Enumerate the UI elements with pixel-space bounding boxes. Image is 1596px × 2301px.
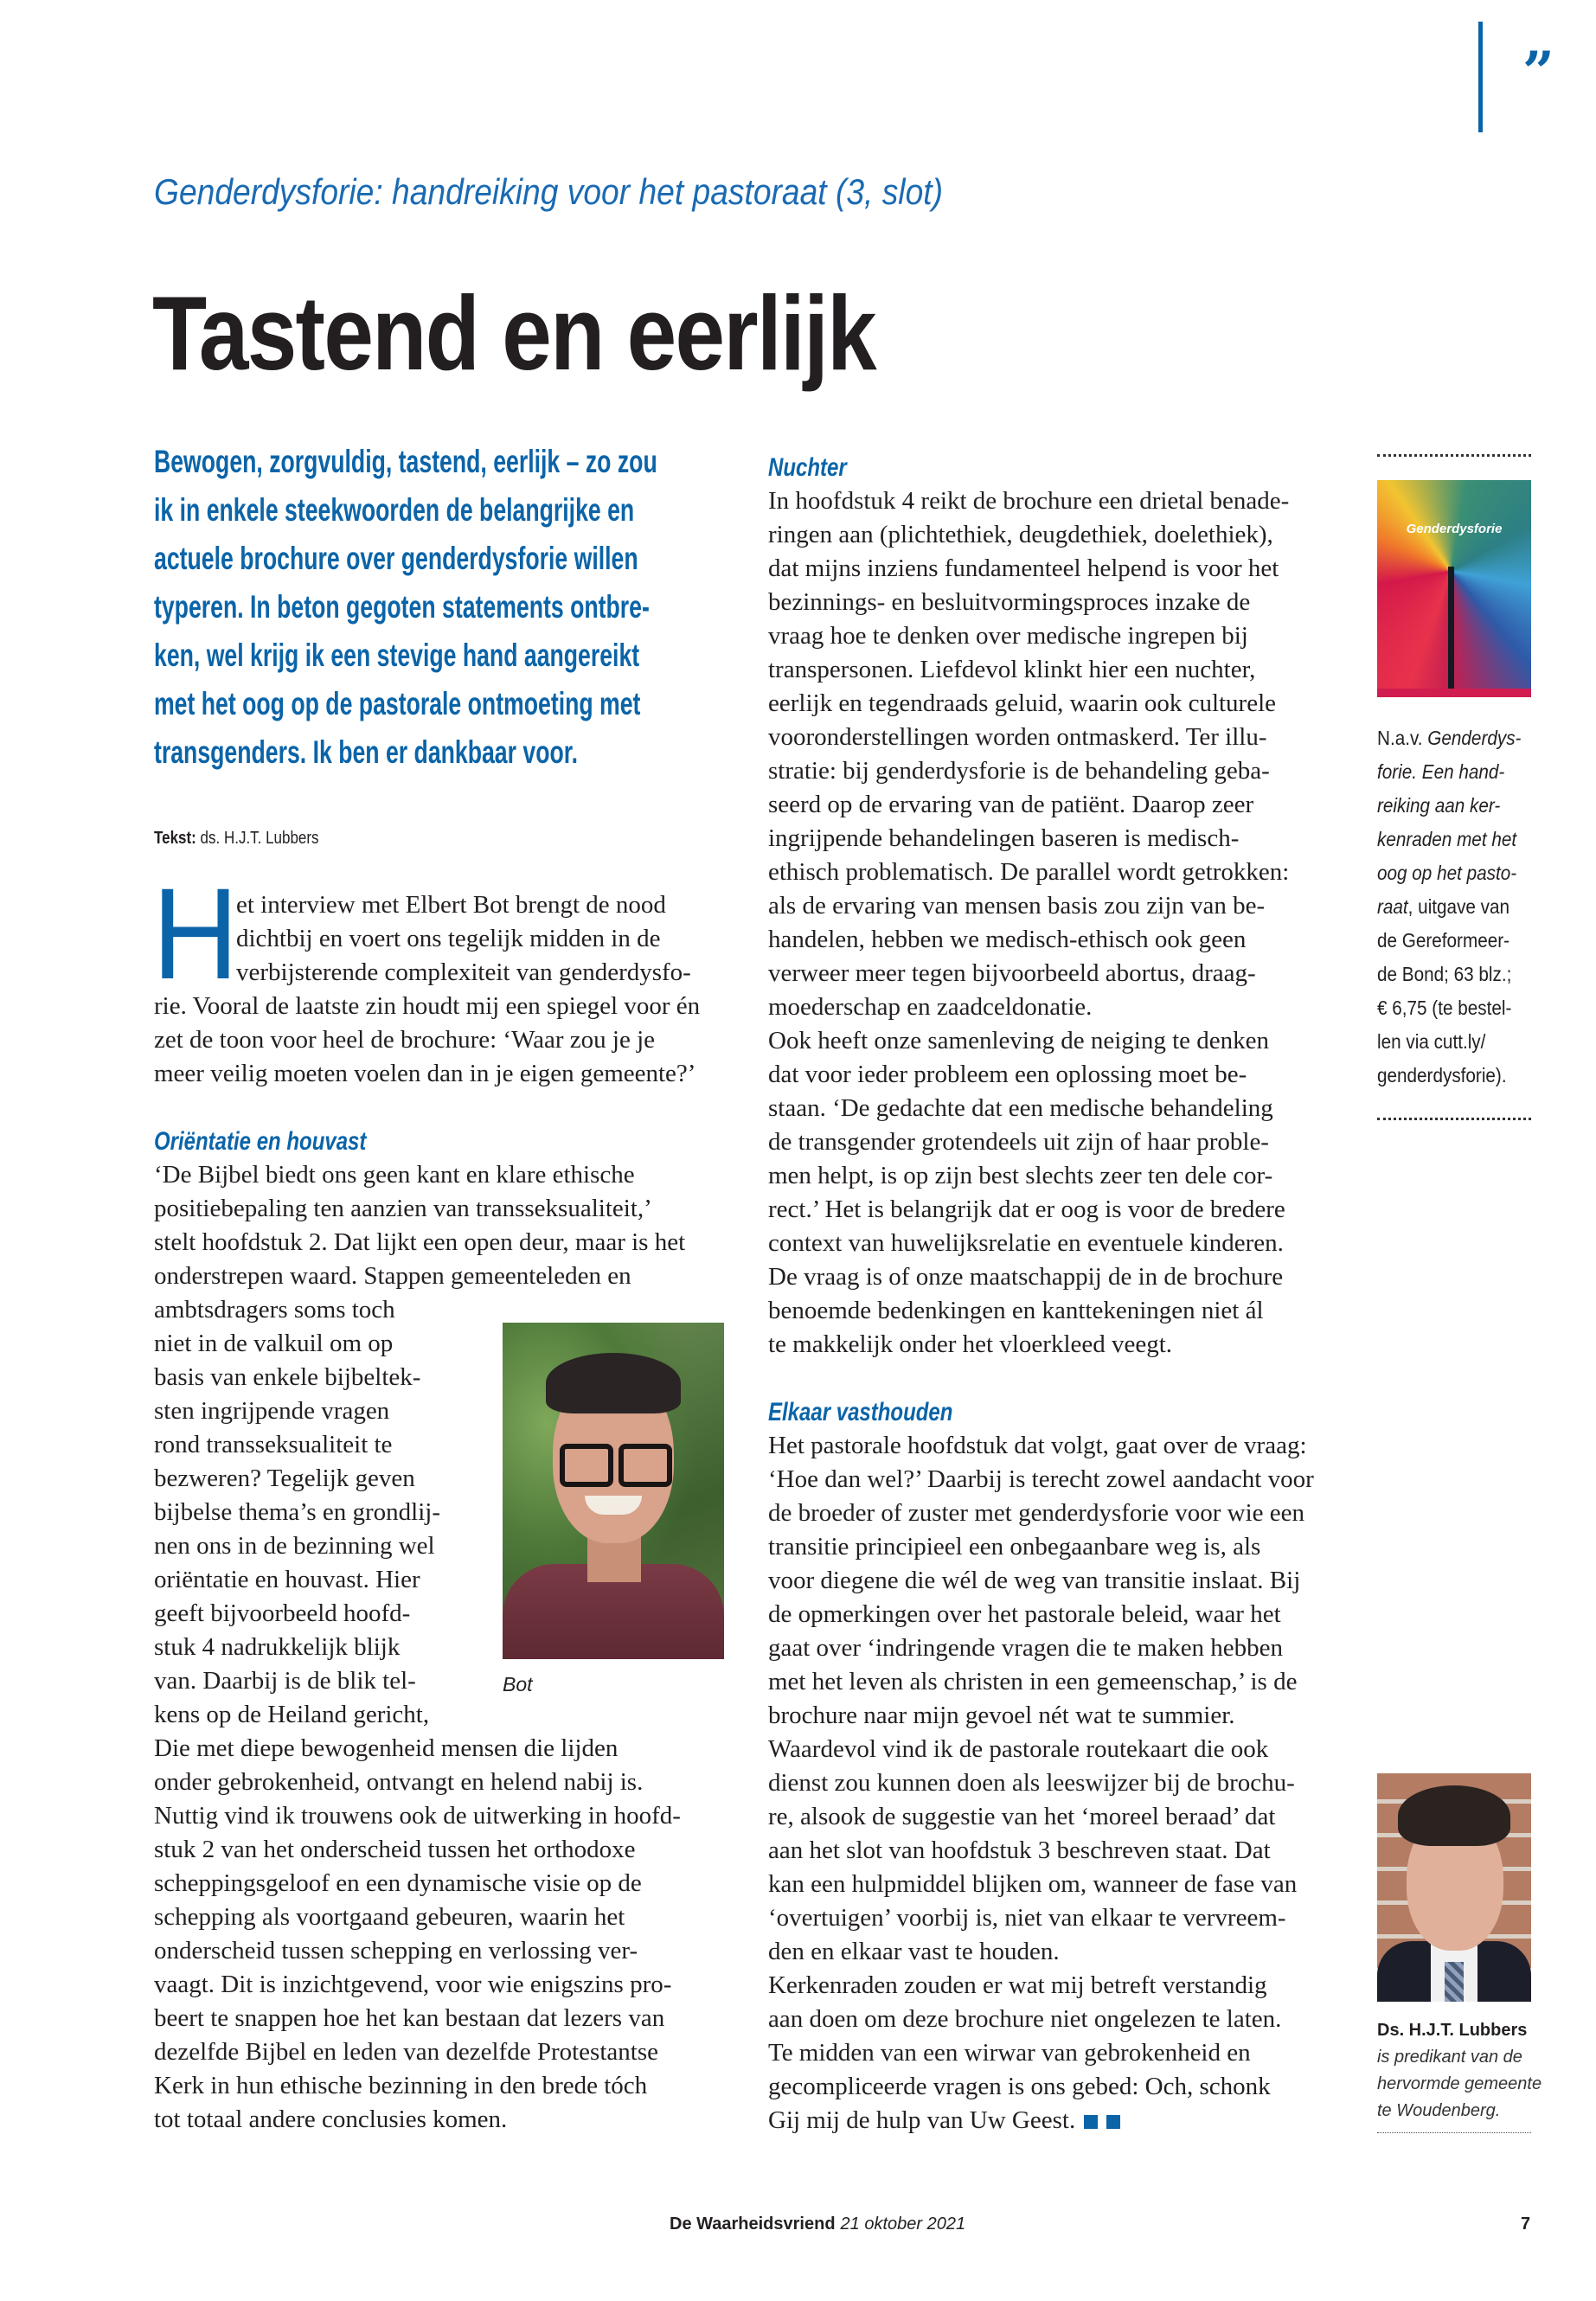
text-line-content: dichtbij en voert ons tegelijk midden in de — [236, 925, 661, 952]
text-line-content: Het pastorale hoofdstuk dat volgt, gaat over de vraag: — [768, 1432, 1307, 1459]
author-portrait-photo — [1377, 1773, 1531, 2002]
lead-line-text: transgenders. Ik ben er dankbaar voor. — [154, 734, 579, 770]
caption-italic-text: kenraden met het — [1377, 828, 1517, 850]
text-line — [768, 1769, 1339, 1803]
text-line-content: ambtsdragers soms toch — [154, 1296, 395, 1324]
text-line-content: nen ons in de bezinning wel — [154, 1532, 435, 1560]
text-line — [768, 1803, 1339, 1836]
text-line-content: Nuttig vind ik trouwens ook de uitwerking in hoofd- — [154, 1802, 681, 1830]
caption-line-content — [1377, 794, 1500, 817]
text-line-content: de broeder of zuster met genderdysforie voor wie een — [768, 1499, 1305, 1527]
text-line-content: meer veilig moeten voelen dan in je eigen gemeente?’ — [154, 1060, 696, 1087]
caption-italic-text: reiking aan ker- — [1377, 794, 1501, 817]
article-column-2 — [768, 453, 1339, 2140]
text-line — [154, 2072, 725, 2106]
caption-line-content — [1377, 828, 1516, 851]
text-line-content: stratie: bij genderdysforie is de behandeling geba- — [768, 757, 1270, 785]
page-number: 7 — [1521, 2214, 1531, 2234]
text-line — [768, 1668, 1339, 1702]
text-line-content: aan doen om deze brochure niet ongelezen te laten. — [768, 2005, 1282, 2033]
caption-line-content — [1377, 997, 1511, 1020]
text-line-content: moederschap en zaadceldonatie. — [768, 993, 1093, 1021]
text-line — [154, 925, 725, 958]
text-line — [768, 1938, 1339, 1971]
text-line — [768, 521, 1339, 554]
text-line-content: niet in de valkuil om op — [154, 1330, 394, 1357]
text-line — [768, 1195, 1339, 1229]
sidebar-divider — [1377, 454, 1531, 457]
caption-line-content — [1377, 1064, 1507, 1087]
text-line-content: ringen aan (plichtethiek, deugdethiek, doelethiek), — [768, 521, 1273, 548]
text-line-content: benoemde bedenkingen en kanttekeningen niet ál — [768, 1297, 1264, 1324]
title-text: Tastend en eerlijk — [152, 274, 875, 392]
text-line-content: kan een hulpmiddel blijken om, wanneer de fase van — [768, 1870, 1298, 1898]
caption-line-content — [1377, 963, 1511, 986]
text-line — [154, 958, 725, 992]
caption-line-content — [1377, 862, 1516, 885]
text-line — [768, 1027, 1339, 1061]
caption-line — [1377, 828, 1537, 862]
text-line — [154, 1836, 725, 1869]
text-line-content: transpersonen. Liefdevol klinkt hier een nuchter, — [768, 656, 1256, 683]
text-line — [768, 926, 1339, 959]
text-line — [768, 757, 1339, 791]
text-line — [768, 1499, 1339, 1533]
text-line — [154, 2106, 725, 2139]
text-line — [768, 1297, 1339, 1330]
text-line — [768, 1162, 1339, 1195]
text-line-content: vaagt. Dit is inzichtgevend, voor wie enigszins pro- — [154, 1971, 672, 1998]
publication-name: De Waarheidsvriend — [670, 2214, 836, 2234]
text-line-content: In hoofdstuk 4 reikt de brochure een drietal benade- — [768, 487, 1290, 515]
text-line — [768, 723, 1339, 757]
text-line-content: voor diegene die wél de weg van transitie inslaat. Bij — [768, 1567, 1301, 1594]
text-line — [768, 1836, 1339, 1870]
text-line-content: met het leven als christen in een gemeenschap,’ is de — [768, 1668, 1298, 1695]
caption-line — [1377, 929, 1537, 963]
text-line — [768, 1735, 1339, 1769]
text-line — [768, 1229, 1339, 1263]
text-line — [154, 1768, 725, 1802]
caption-line — [1377, 862, 1537, 895]
author-name: Ds. H.J.T. Lubbers — [1377, 2021, 1528, 2040]
text-line — [768, 993, 1339, 1027]
text-line — [768, 1465, 1339, 1499]
text-line-content: de opmerkingen over het pastorale beleid, waar het — [768, 1600, 1281, 1628]
text-line-content: Kerkenraden zouden er wat mij betreft verstandig — [768, 1971, 1267, 1999]
lead-line — [154, 541, 727, 589]
lead-line-text: actuele brochure over genderdysforie willen — [154, 541, 638, 576]
author-bio-line: hervormde gemeente — [1377, 2074, 1542, 2093]
text-line — [768, 1870, 1339, 1904]
text-line-content: rie. Vooral de laatste zin houdt mij een spiegel voor én — [154, 992, 701, 1020]
text-line-content: tot totaal andere conclusies komen. — [154, 2106, 508, 2133]
text-line-content: ‘overtuigen’ voorbij is, niet van elkaar te vervreem- — [768, 1904, 1286, 1932]
brochure-cover-image — [1377, 480, 1531, 697]
text-line-content: bezweren? Tegelijk geven — [154, 1465, 415, 1492]
caption-italic-text: forie. Een hand- — [1377, 760, 1505, 783]
text-line — [768, 1061, 1339, 1094]
text-line-content: te makkelijk onder het vloerkleed veegt. — [768, 1330, 1173, 1358]
text-line-content: et interview met Elbert Bot brengt de nood — [236, 891, 666, 919]
caption-line — [1377, 1064, 1537, 1098]
section-gap — [768, 1364, 1339, 1398]
text-line — [768, 1263, 1339, 1297]
section-gap — [154, 1093, 725, 1127]
end-of-article-icon — [1084, 2115, 1098, 2129]
text-line-content: gaat over ‘indringende vragen die te maken hebben — [768, 1634, 1284, 1662]
text-line-content: gecompliceerde vragen is ons gebed: Och, schonk — [768, 2073, 1271, 2100]
author-bio — [1377, 2017, 1542, 2125]
text-line-content: zet de toon voor heel de brochure: ‘Waar zou je je — [154, 1026, 656, 1054]
caption-line-content — [1377, 760, 1504, 784]
text-line — [768, 689, 1339, 723]
text-line-content: aan het slot van hoofdstuk 3 beschreven staat. Dat — [768, 1836, 1271, 1864]
text-line — [768, 1432, 1339, 1465]
text-line-content: transitie principieel een onbegaanbare weg is, als — [768, 1533, 1261, 1561]
text-line-content: bezinnings- en besluitvormingsproces inzake de — [768, 588, 1251, 616]
text-line-content: geeft bijvoorbeeld hoofd- — [154, 1599, 411, 1627]
caption-line-content — [1377, 895, 1509, 919]
text-line-content: onderscheid tussen schepping en verlossing ver- — [154, 1937, 638, 1965]
lead-paragraph — [154, 444, 727, 783]
section-heading — [768, 453, 1339, 487]
text-line-content: bijbelse thema’s en grondlij- — [154, 1498, 441, 1526]
header-rule — [1478, 22, 1483, 132]
caption-text: de Bond; 63 blz.; — [1377, 963, 1512, 985]
text-line-content: onderstrepen waard. Stappen gemeenteleden en — [154, 1262, 631, 1290]
text-line-content: beert te snappen hoe het kan bestaan dat lezers van — [154, 2004, 665, 2032]
photo-caption: Bot — [503, 1673, 533, 1695]
text-line — [154, 992, 725, 1026]
caption-line — [1377, 794, 1537, 828]
text-line — [768, 2106, 1339, 2140]
text-line — [768, 1904, 1339, 1938]
caption-text: € 6,75 (te bestel- — [1377, 997, 1512, 1019]
text-line — [154, 1937, 725, 1971]
text-line — [154, 1161, 725, 1195]
caption-italic-text: oog op het pasto- — [1377, 862, 1517, 884]
text-line — [154, 1060, 725, 1093]
text-line-content: de transgender grotendeels uit zijn of haar proble- — [768, 1128, 1269, 1156]
sidebar-divider — [1377, 2132, 1531, 2133]
text-line — [768, 656, 1339, 689]
text-line — [768, 487, 1339, 521]
article-title — [152, 275, 879, 391]
text-line — [154, 2038, 725, 2072]
text-line — [768, 1533, 1339, 1567]
text-line-content: van. Daarbij is de blik tel- — [154, 1667, 416, 1695]
text-line-content: Kerk in hun ethische bezinning in den brede tóch — [154, 2072, 648, 2099]
caption-text: de Gereformeer- — [1377, 929, 1510, 952]
text-line — [768, 2073, 1339, 2106]
text-line-content: als de ervaring van mensen basis zou zijn van be- — [768, 892, 1266, 920]
text-line-content: Waardevol vind ik de pastorale routekaart die ook — [768, 1735, 1269, 1763]
section-heading — [768, 1398, 1339, 1432]
author-bio-line: te Woudenberg. — [1377, 2101, 1501, 2120]
text-line — [154, 1869, 725, 1903]
lead-line — [154, 589, 727, 638]
text-line-content: ‘Hoe dan wel?’ Daarbij is terecht zowel aandacht voor — [768, 1465, 1314, 1493]
issue-date: 21 oktober 2021 — [840, 2214, 966, 2234]
text-line — [154, 1802, 725, 1836]
end-of-article-icon — [1106, 2115, 1120, 2129]
lead-line — [154, 492, 727, 541]
text-line-content: seerd op de ervaring van de patiënt. Daarop zeer — [768, 791, 1254, 818]
byline-label: Tekst: — [154, 829, 196, 848]
text-line — [768, 2039, 1339, 2073]
caption-italic-text: raat — [1377, 895, 1408, 918]
text-line — [768, 1094, 1339, 1128]
kicker-text: Genderdysforie: handreiking voor het pastoraat (3, slot) — [154, 171, 943, 212]
text-line-content: dezelfde Bijbel en leden van dezelfde Protestantse — [154, 2038, 658, 2066]
text-line-content: Te midden van een wirwar van gebrokenheid en — [768, 2039, 1251, 2067]
lead-line-text: Bewogen, zorgvuldig, tastend, eerlijk – zo zou — [154, 444, 657, 479]
text-line-content: verweer meer tegen bijvoorbeeld abortus, draag- — [768, 959, 1256, 987]
text-line-content: Gij mij de hulp van Uw Geest. — [768, 2106, 1076, 2134]
text-line-content: kens op de Heiland gericht, — [154, 1701, 430, 1728]
sidebar-divider — [1377, 1118, 1531, 1120]
text-line-content: ‘De Bijbel biedt ons geen kant en klare ethische — [154, 1161, 635, 1189]
caption-line — [1377, 1030, 1537, 1064]
lead-line — [154, 638, 727, 686]
text-line-content: Ook heeft onze samenleving de neiging te denken — [768, 1027, 1269, 1054]
text-line-content: den en elkaar vast te houden. — [768, 1938, 1060, 1965]
text-line — [768, 824, 1339, 858]
drop-cap: H — [152, 861, 239, 1006]
text-line — [768, 588, 1339, 622]
text-line-content: verbijsterende complexiteit van genderdysfo- — [236, 958, 691, 986]
text-line-content: handelen, hebben we medisch-ethisch ook geen — [768, 926, 1247, 953]
caption-text: N.a.v. — [1377, 727, 1428, 749]
section-heading-text: Nuchter — [768, 453, 847, 482]
text-line — [768, 1634, 1339, 1668]
text-line-content: rect.’ Het is belangrijk dat er oog is voor de bredere — [768, 1195, 1285, 1223]
text-line-content: men helpt, is op zijn best slechts zeer ten dele cor- — [768, 1162, 1273, 1189]
text-line — [154, 1734, 725, 1768]
text-line — [768, 892, 1339, 926]
section-heading — [154, 1127, 725, 1161]
caption-line — [1377, 997, 1537, 1030]
cover-title: Genderdysforie — [1406, 522, 1503, 536]
text-line-content: stuk 4 nadrukkelijk blijk — [154, 1633, 401, 1661]
text-line — [768, 554, 1339, 588]
text-line — [768, 622, 1339, 656]
text-line-content: stuk 2 van het onderscheid tussen het orthodoxe — [154, 1836, 636, 1863]
text-line-content: dienst zou kunnen doen als leeswijzer bij de brochu- — [768, 1769, 1295, 1797]
text-line — [768, 1330, 1339, 1364]
text-line-content: Die met diepe bewogenheid mensen die lijden — [154, 1734, 619, 1762]
lead-line — [154, 444, 727, 492]
text-line — [768, 791, 1339, 824]
text-line-content: context van huwelijksrelatie en eventuele kinderen. — [768, 1229, 1284, 1257]
caption-italic-text: Genderdys- — [1427, 727, 1522, 749]
text-line — [154, 1667, 725, 1701]
caption-line-content — [1377, 929, 1509, 952]
text-line-content: eerlijk en tegendraads geluid, waarin ook culturele — [768, 689, 1277, 717]
text-line-content: dat voor ieder probleem een oplossing moet be- — [768, 1061, 1247, 1088]
text-line-content: staan. ‘De gedachte dat een medische behandeling — [768, 1094, 1273, 1122]
bot-portrait-photo — [503, 1323, 724, 1659]
section-heading-text: Elkaar vasthouden — [768, 1398, 953, 1426]
text-line — [768, 959, 1339, 993]
text-line-content: vraag hoe te denken over medische ingrepen bij — [768, 622, 1248, 650]
text-line-content: schepping als voortgaand gebeuren, waarin het — [154, 1903, 625, 1931]
text-line — [154, 1701, 725, 1734]
text-line — [154, 891, 725, 925]
footer-publication — [670, 2214, 965, 2234]
text-line — [768, 1567, 1339, 1600]
caption-line-content — [1377, 1030, 1485, 1054]
caption-line — [1377, 963, 1537, 997]
text-line — [154, 1026, 725, 1060]
caption-line — [1377, 727, 1537, 760]
text-line-content: oriëntatie en houvast. Hier — [154, 1566, 420, 1593]
section-heading-text: Oriëntatie en houvast — [154, 1127, 367, 1156]
text-line-content: positiebepaling ten aanzien van transseksualiteit,’ — [154, 1195, 652, 1222]
text-line-content: sten ingrijpende vragen — [154, 1397, 390, 1425]
article-kicker — [154, 171, 950, 213]
caption-line — [1377, 760, 1537, 794]
lead-line-text: met het oog op de pastorale ontmoeting met — [154, 686, 641, 721]
text-line-content: De vraag is of onze maatschappij de in de brochure — [768, 1263, 1284, 1291]
lead-line — [154, 686, 727, 734]
text-line-content: onder gebrokenheid, ontvangt en helend nabij is. — [154, 1768, 644, 1796]
byline — [154, 829, 319, 849]
text-line — [768, 1702, 1339, 1735]
text-line-content: dat mijns inziens fundamenteel helpend is voor het — [768, 554, 1279, 582]
caption-line — [1377, 895, 1537, 929]
author-bio-line: is predikant van de — [1377, 2048, 1522, 2067]
brochure-caption — [1377, 727, 1537, 1098]
text-line — [154, 1971, 725, 2004]
lead-line-text: ik in enkele steekwoorden de belangrijke en — [154, 492, 635, 528]
lead-line-text: typeren. In beton gegoten statements ontbre- — [154, 589, 650, 625]
text-line — [154, 1195, 725, 1228]
text-line-content: ingrijpende behandelingen baseren is medisch- — [768, 824, 1240, 852]
text-line — [768, 858, 1339, 892]
text-line — [768, 1600, 1339, 1634]
text-line-content: vooronderstellingen worden ontmaskerd. Ter illu- — [768, 723, 1267, 751]
caption-text: genderdysforie). — [1377, 1064, 1507, 1086]
text-line-content: ethisch problematisch. De parallel wordt getrokken: — [768, 858, 1290, 886]
caption-line-content — [1377, 727, 1521, 750]
text-line-content: scheppingsgeloof en een dynamische visie op de — [154, 1869, 642, 1897]
lead-line-text: ken, wel krijg ik een stevige hand aangereikt — [154, 638, 640, 673]
text-line — [768, 1971, 1339, 2005]
text-line — [154, 1228, 725, 1262]
text-line-content: re, alsook de suggestie van het ‘moreel beraad’ dat — [768, 1803, 1276, 1830]
text-line — [768, 1128, 1339, 1162]
caption-text: , uitgave van — [1407, 895, 1510, 918]
text-line — [154, 2004, 725, 2038]
text-line-content: basis van enkele bijbeltek- — [154, 1363, 421, 1391]
caption-text: len via cutt.ly/ — [1377, 1030, 1486, 1053]
quote-icon: ” — [1522, 40, 1554, 105]
text-line — [154, 1262, 725, 1296]
text-line-content: stelt hoofdstuk 2. Dat lijkt een open deur, maar is het — [154, 1228, 686, 1256]
text-line-content: brochure naar mijn gevoel nét wat te summier. — [768, 1702, 1235, 1729]
lead-line — [154, 734, 727, 783]
byline-author: ds. H.J.T. Lubbers — [200, 829, 319, 848]
text-line-content: rond transseksualiteit te — [154, 1431, 393, 1458]
text-line — [768, 2005, 1339, 2039]
text-line — [154, 1903, 725, 1937]
